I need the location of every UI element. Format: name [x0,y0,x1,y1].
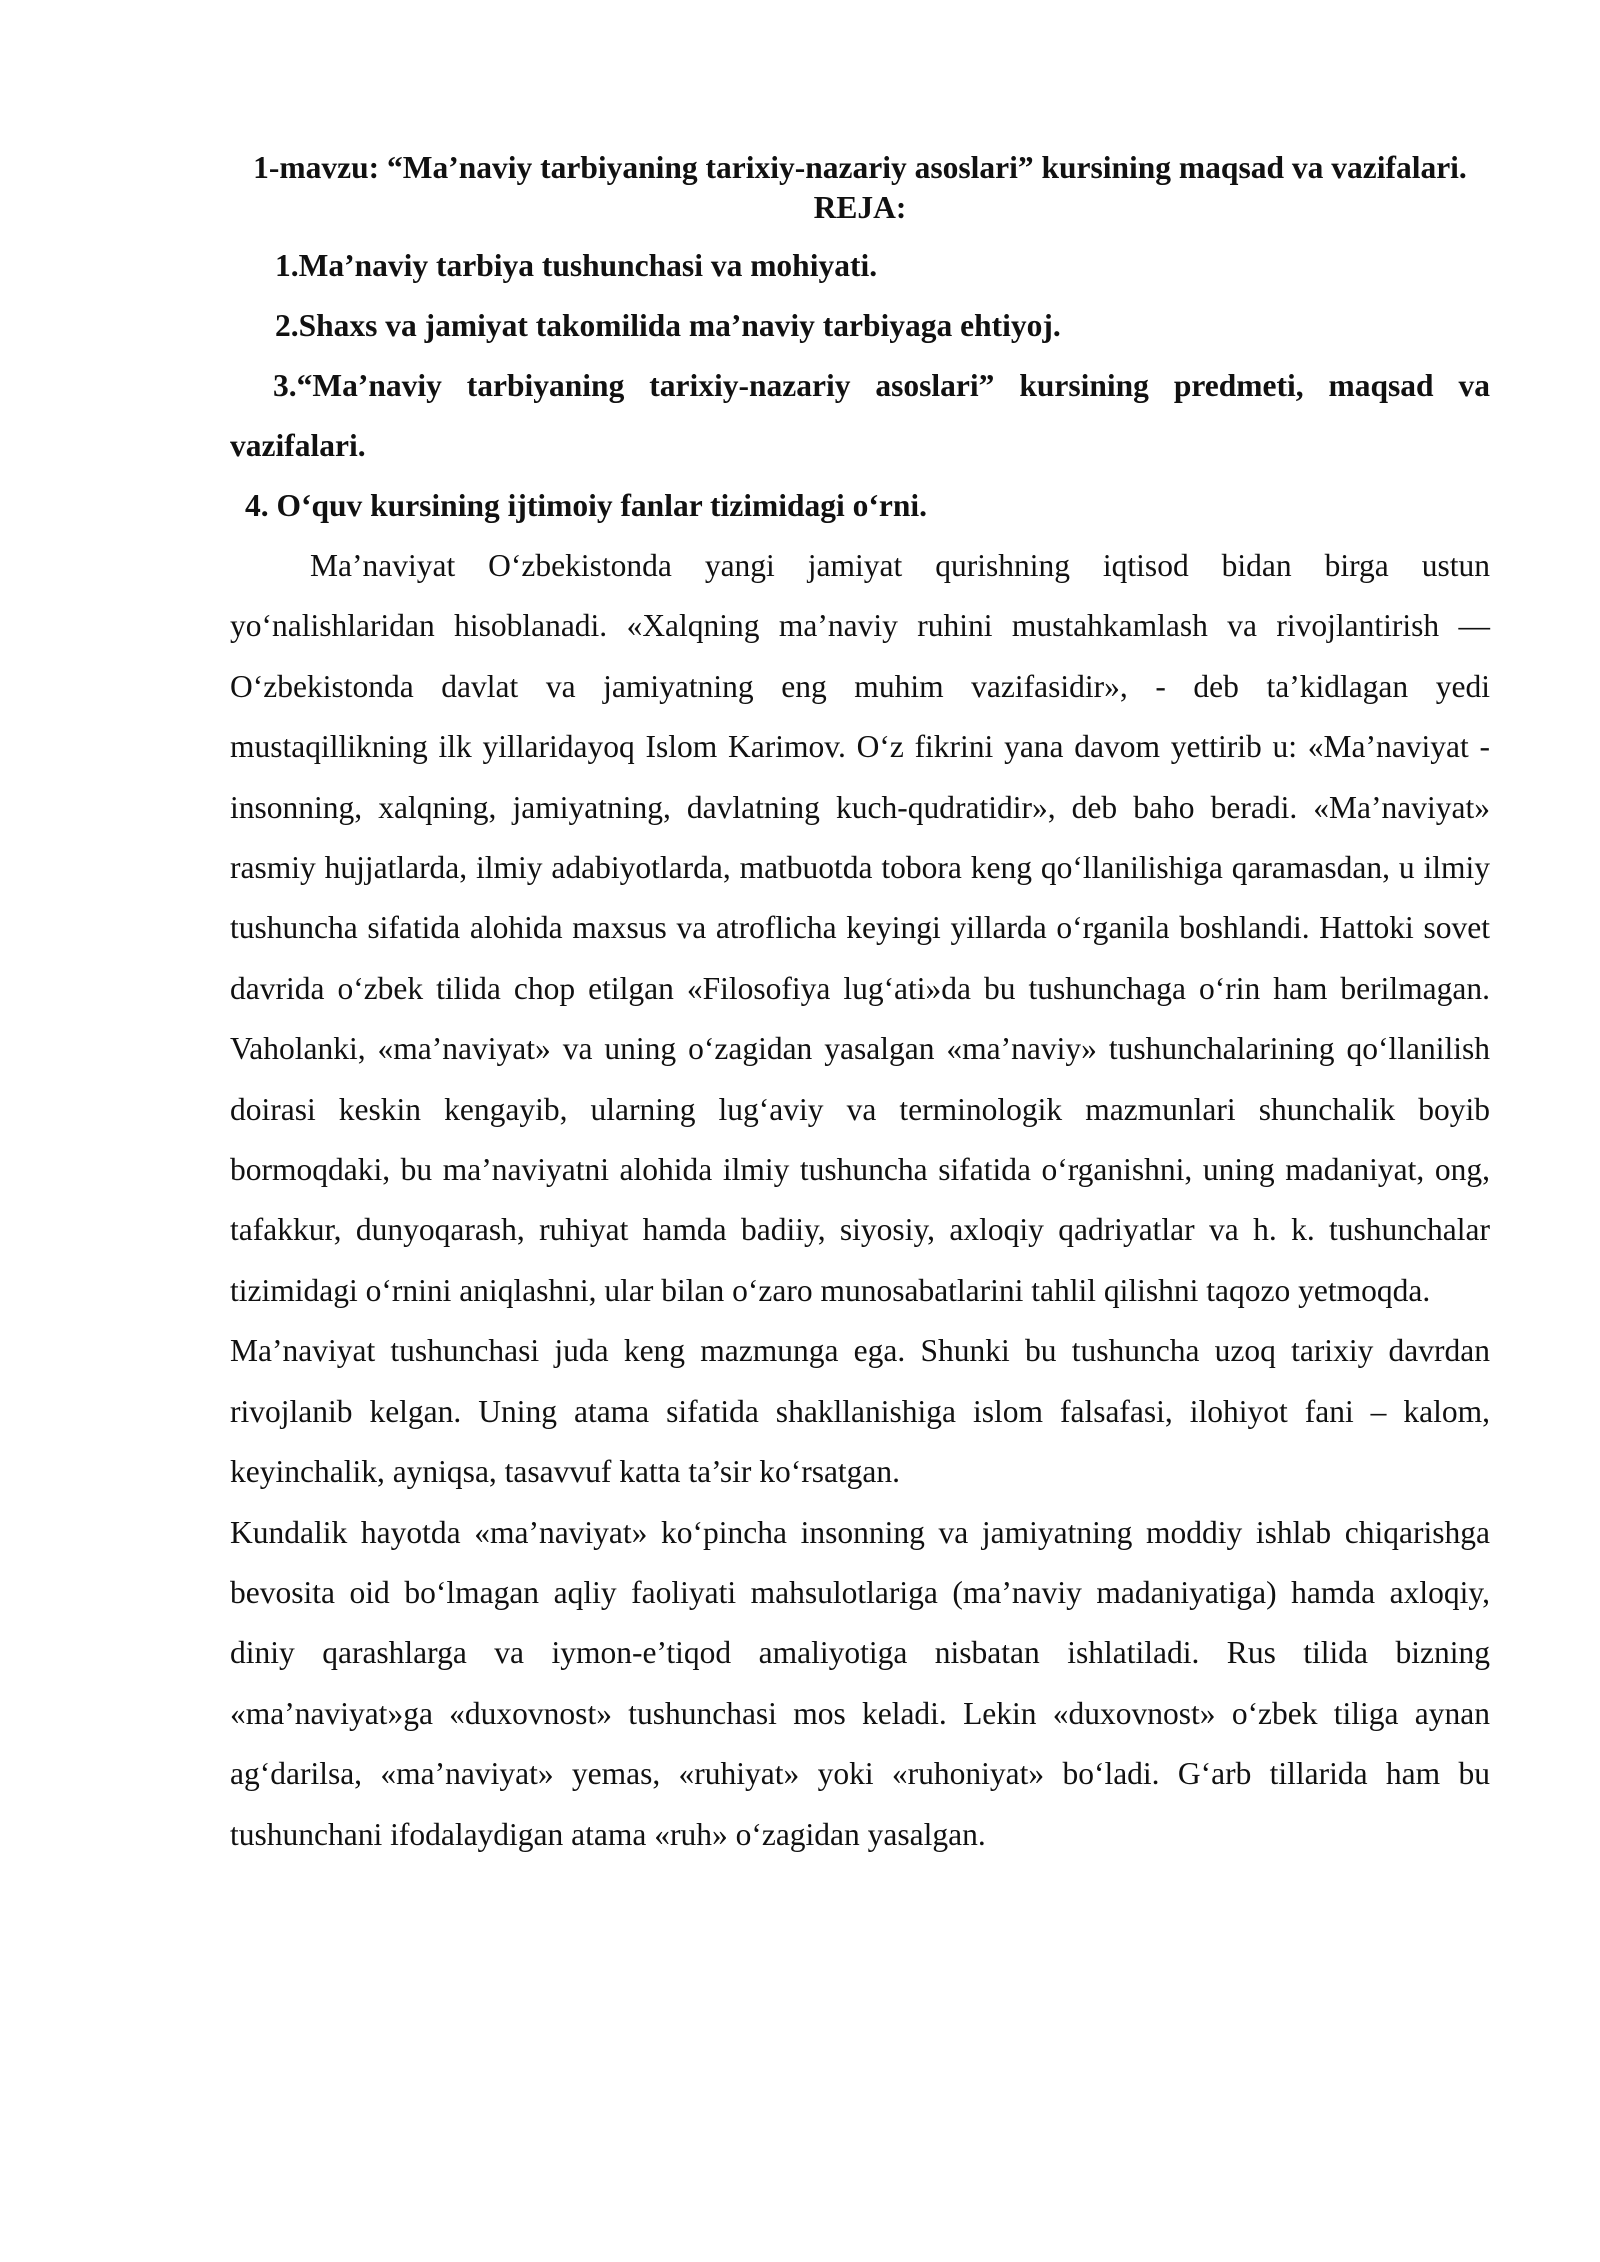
plan-item: 1.Ma’naviy tarbiya tushunchasi va mohiyati. [275,248,878,283]
document-title: 1-mavzu: “Ma’naviy tarbiyaning tarixiy-nazariy asoslari” kursining maqsad va vazifalari. [253,150,1467,185]
plan-item: 3.“Ma’naviy tarbiyaning tarixiy-nazariy asoslari” kursining predmeti, maqsad va vazifalari. [230,368,1490,463]
body-paragraph: Ma’naviyat tushunchasi juda keng mazmunga ega. Shunki bu tushuncha uzoq tarixiy davrdan rivojlanib kelgan. Uning atama sifatida shakllanishiga islom falsafasi, ilohiyot fani – kalom, keyinchalik, ayniqsa, tasavvuf katta ta’sir ko‘rsatgan. [230,1333,1490,1490]
document-page [230,148,1490,1865]
plan-item: 4. O‘quv kursining ijtimoiy fanlar tizimidagi o‘rni. [245,488,927,523]
plan-item: 2.Shaxs va jamiyat takomilida ma’naviy tarbiyaga ehtiyoj. [275,308,1061,343]
body-paragraph: Ma’naviyat O‘zbekistonda yangi jamiyat qurishning iqtisod bidan birga ustun yo‘nalishlaridan hisoblanadi. «Xalqning ma’naviy ruhini mustahkamlash va rivojlantirish — O‘zbekistonda davlat va jamiyatning eng muhim vazifasidir», - deb ta’kidlagan yedi mustaqillikning ilk yillaridayoq Islom Karimov. O‘z fikrini yana davom yettirib u: «Ma’naviyat - insonning, xalqning, jamiyatning, davlatning kuch-qudratidir», deb baho beradi. «Ma’naviyat» rasmiy hujjatlarda, ilmiy adabiyotlarda, matbuotda tobora keng qo‘llanilishiga qaramasdan, u ilmiy tushuncha sifatida alohida maxsus va atroflicha keyingi yillarda o‘rganila boshlandi. Hattoki sovet davrida o‘zbek tilida chop etilgan «Filosofiya lug‘ati»da bu tushunchaga o‘rin ham berilmagan. Vaholanki, «ma’naviyat» va uning o‘zagidan yasalgan «ma’naviy» tushunchalarining qo‘llanilish doirasi keskin kengayib, ularning lug‘aviy va terminologik mazmunlari shunchalik boyib bormoqdaki, bu ma’naviyatni alohida ilmiy tushuncha sifatida o‘rganishni, uning madaniyat, ong, tafakkur, dunyoqarash, ruhiyat hamda badiiy, siyosiy, axloqiy qadriyatlar va h. k. tushunchalar tizimidagi o‘rnini aniqlashni, ular bilan o‘zaro munosabatlarini tahlil qilishni taqozo yetmoqda. [230,548,1490,1308]
plan-heading: REJA: [813,190,907,225]
body-paragraph: Kundalik hayotda «ma’naviyat» ko‘pincha insonning va jamiyatning moddiy ishlab chiqarishga bevosita oid bo‘lmagan aqliy faoliyati mahsulotlariga (ma’naviy madaniyatiga) hamda axloqiy, diniy qarashlarga va iymon-e’tiqod amaliyotiga nisbatan ishlatiladi. Rus tilida bizning «ma’naviyat»ga «duxovnost» tushunchasi mos keladi. Lekin «duxovnost» o‘zbek tiliga aynan ag‘darilsa, «ma’naviyat» yemas, «ruhiyat» yoki «ruhoniyat» bo‘ladi. G‘arb tillarida ham bu tushunchani ifodalaydigan atama «ruh» o‘zagidan yasalgan. [230,1514,1490,1852]
